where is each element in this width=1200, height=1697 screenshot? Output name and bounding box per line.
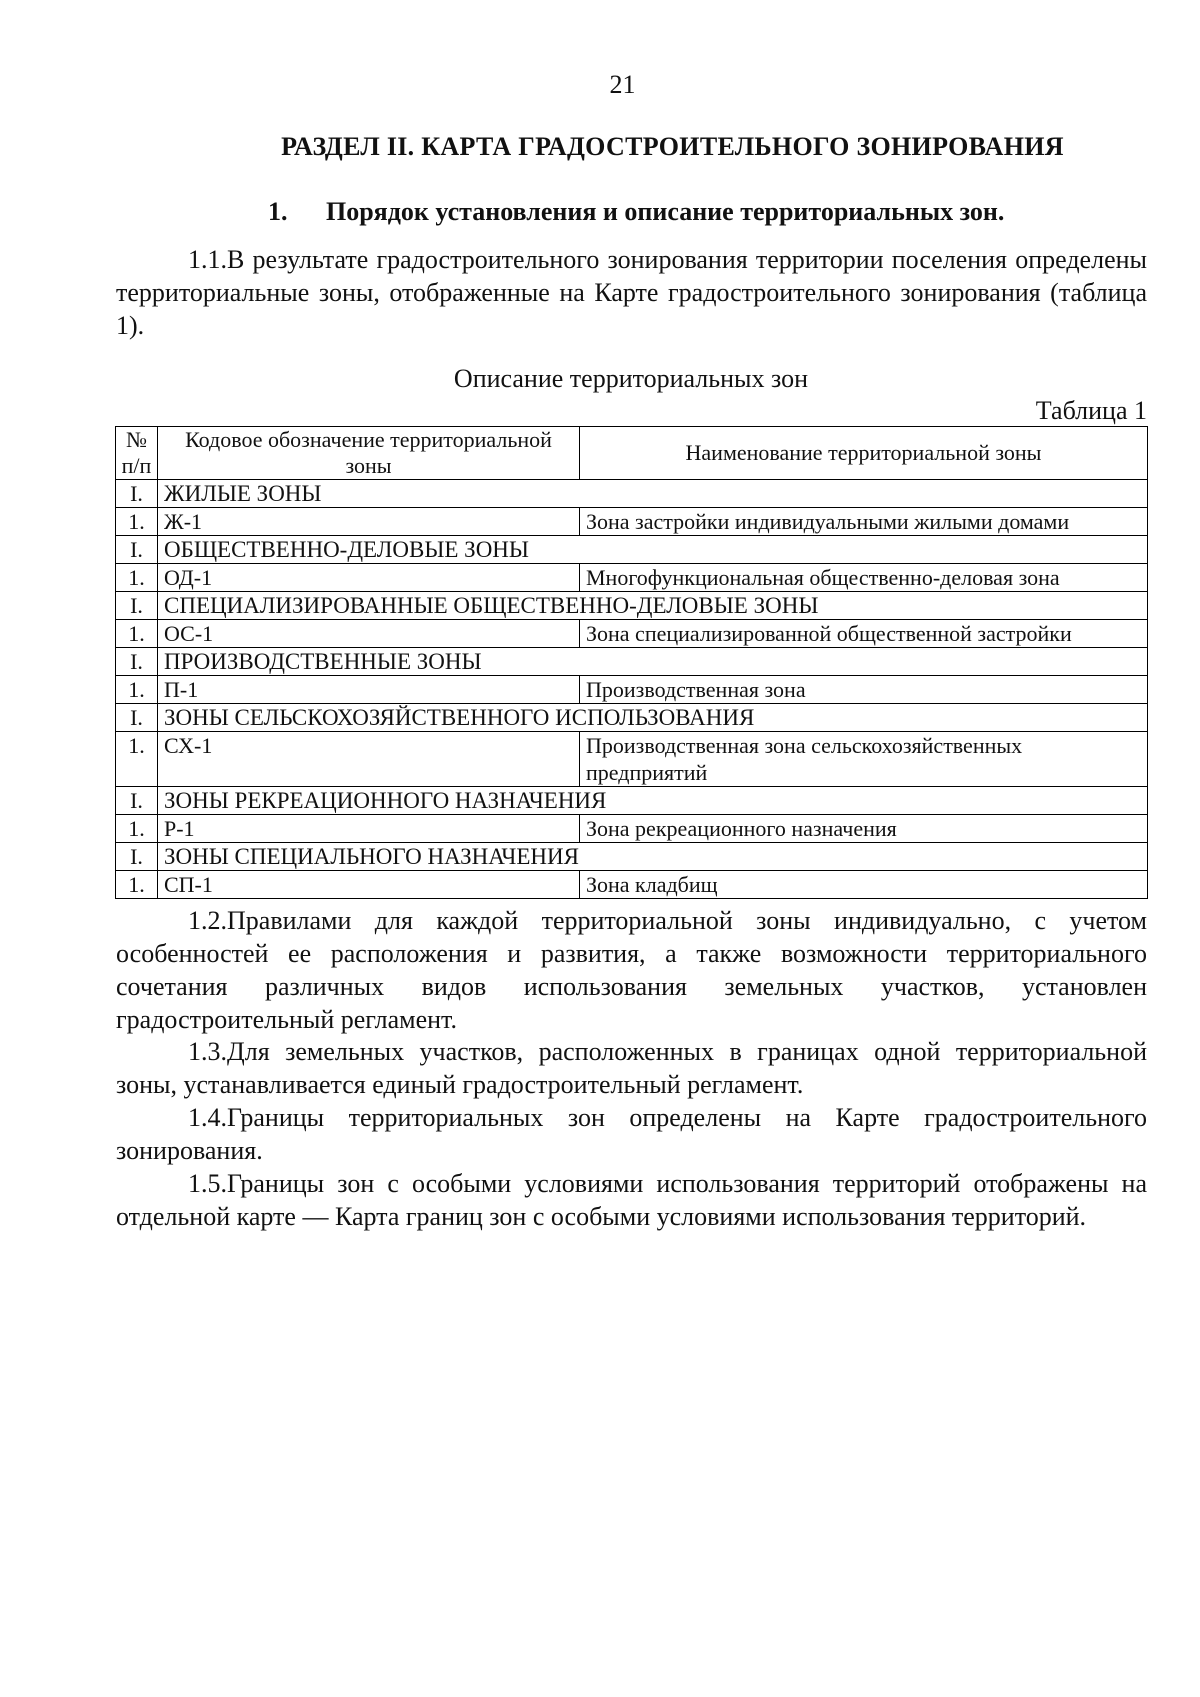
table-group-row: [116, 787, 1148, 815]
header-name: Наименование территориальной зоны: [580, 427, 1148, 480]
table-group-row: [116, 704, 1148, 732]
zone-group-name: СПЕЦИАЛИЗИРОВАННЫЕ ОБЩЕСТВЕННО-ДЕЛОВЫЕ ЗОНЫ: [158, 592, 1148, 620]
paragraph-1-2: 1.2.Правилами для каждой территориальной зоны индивидуально, с учетом особенностей ее расположения и развития, а также возможности территориального сочетания различных видов использования земельных участков, установлен градостроительный регламент.: [116, 906, 1147, 1034]
table-row: [116, 732, 1148, 787]
table-row: [116, 508, 1148, 536]
table-group-row: [116, 536, 1148, 564]
table-row: [116, 871, 1148, 899]
zone-name: Многофункциональная общественно-деловая зона: [580, 564, 1148, 592]
zone-name: Зона рекреационного назначения: [580, 815, 1148, 843]
row-number: I.: [116, 536, 158, 564]
table-group-row: [116, 480, 1148, 508]
zone-group-name: ЗОНЫ РЕКРЕАЦИОННОГО НАЗНАЧЕНИЯ: [158, 787, 1148, 815]
table-label: Таблица 1: [1035, 396, 1147, 425]
table-row: [116, 815, 1148, 843]
zone-code: Ж-1: [158, 508, 580, 536]
zone-group-name: ОБЩЕСТВЕННО-ДЕЛОВЫЕ ЗОНЫ: [158, 536, 1148, 564]
zone-code: СХ-1: [158, 732, 580, 787]
zone-name: Зона застройки индивидуальными жилыми домами: [580, 508, 1148, 536]
zone-name: Производственная зона: [580, 676, 1148, 704]
subsection-number: 1.: [268, 197, 288, 226]
zone-group-name: ЗОНЫ СЕЛЬСКОХОЗЯЙСТВЕННОГО ИСПОЛЬЗОВАНИЯ: [158, 704, 1148, 732]
table-row: [116, 676, 1148, 704]
subsection-title: [268, 197, 1004, 227]
zone-code: СП-1: [158, 871, 580, 899]
page-number: 21: [609, 70, 636, 99]
table-header-row: [116, 427, 1148, 480]
paragraph-1-1: 1.1.В результате градостроительного зонирования территории поселения определены территориальные зоны, отображенные на Карте градостроительного зонирования (таблица 1).: [116, 245, 1147, 340]
subsection-title-text: Порядок установления и описание территориальных зон.: [326, 197, 1005, 226]
row-number: I.: [116, 480, 158, 508]
zone-code: Р-1: [158, 815, 580, 843]
row-number: 1.: [116, 620, 158, 648]
zone-group-name: ЗОНЫ СПЕЦИАЛЬНОГО НАЗНАЧЕНИЯ: [158, 843, 1148, 871]
row-number: 1.: [116, 732, 158, 787]
zone-name: Производственная зона сельскохозяйственных предприятий: [580, 732, 1148, 787]
table-caption: Описание территориальных зон: [453, 364, 809, 393]
paragraph-1-5: 1.5.Границы зон с особыми условиями использования территорий отображены на отдельной карте — Карта границ зон с особыми условиями использования территорий.: [116, 1169, 1147, 1231]
zone-code: П-1: [158, 676, 580, 704]
row-number: I.: [116, 704, 158, 732]
zones-table-body: [116, 480, 1148, 899]
zone-code: ОД-1: [158, 564, 580, 592]
paragraph-1-4: 1.4.Границы территориальных зон определены на Карте градостроительного зонирования.: [116, 1103, 1147, 1165]
row-number: 1.: [116, 676, 158, 704]
row-number: 1.: [116, 815, 158, 843]
zone-name: Зона специализированной общественной застройки: [580, 620, 1148, 648]
zones-table: [115, 426, 1148, 899]
table-row: [116, 564, 1148, 592]
table-group-row: [116, 592, 1148, 620]
zone-group-name: ПРОИЗВОДСТВЕННЫЕ ЗОНЫ: [158, 648, 1148, 676]
paragraph-1-3: 1.3.Для земельных участков, расположенных в границах одной территориальной зоны, устанавливается единый градостроительный регламент.: [116, 1037, 1147, 1099]
row-number: I.: [116, 648, 158, 676]
row-number: I.: [116, 843, 158, 871]
table-group-row: [116, 648, 1148, 676]
zone-group-name: ЖИЛЫЕ ЗОНЫ: [158, 480, 1148, 508]
row-number: I.: [116, 787, 158, 815]
table-group-row: [116, 843, 1148, 871]
zone-code: ОС-1: [158, 620, 580, 648]
row-number: I.: [116, 592, 158, 620]
row-number: 1.: [116, 564, 158, 592]
table-row: [116, 620, 1148, 648]
row-number: 1.: [116, 871, 158, 899]
header-code: Кодовое обозначение территориальной зоны: [158, 427, 580, 480]
zone-name: Зона кладбищ: [580, 871, 1148, 899]
row-number: 1.: [116, 508, 158, 536]
header-num: № п/п: [116, 427, 158, 480]
section-title: РАЗДЕЛ II. КАРТА ГРАДОСТРОИТЕЛЬНОГО ЗОНИРОВАНИЯ: [281, 132, 1064, 161]
